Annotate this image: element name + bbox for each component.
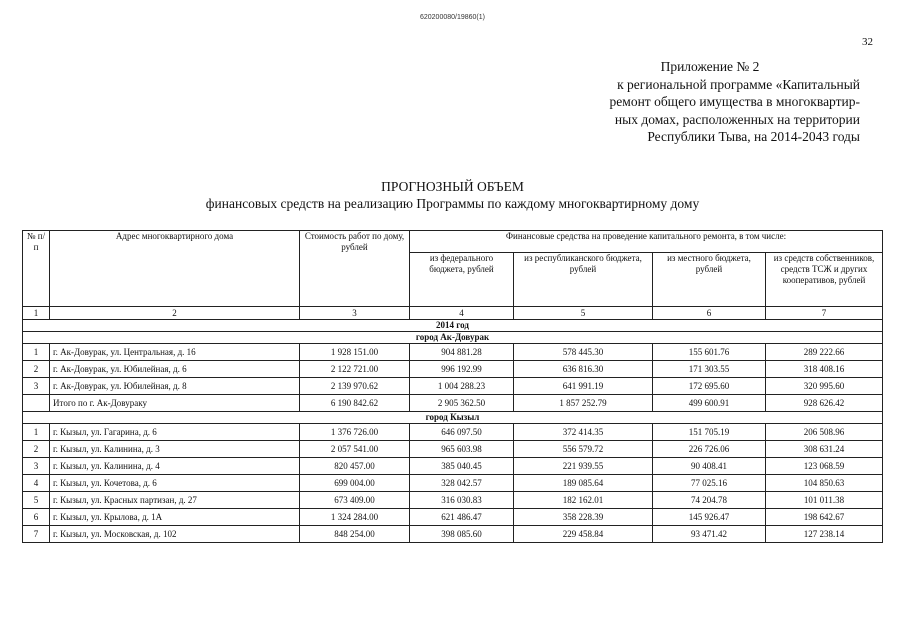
local-cell: 155 601.76 xyxy=(653,344,766,361)
republic-cell: 221 939.55 xyxy=(514,458,653,475)
owners-cell: 123 068.59 xyxy=(766,458,883,475)
document-stamp: 620200080/19860(1) xyxy=(419,14,485,21)
address-cell: г. Кызыл, ул. Гагарина, д. 6 xyxy=(50,424,300,441)
city-section-label: город Кызыл xyxy=(23,412,883,424)
republic-cell: 182 162.01 xyxy=(514,492,653,509)
funding-table xyxy=(22,230,883,543)
cost-cell: 2 122 721.00 xyxy=(300,361,410,378)
address-cell: г. Кызыл, ул. Кочетова, д. 6 xyxy=(50,475,300,492)
cost-cell: 699 004.00 xyxy=(300,475,410,492)
column-number: 7 xyxy=(766,307,883,320)
row-number: 7 xyxy=(23,526,50,543)
column-number: 5 xyxy=(514,307,653,320)
republic-cell: 372 414.35 xyxy=(514,424,653,441)
owners-cell: 206 508.96 xyxy=(766,424,883,441)
header-num: № п/п xyxy=(23,231,50,307)
address-cell: г. Ак-Довурак, ул. Юбилейная, д. 8 xyxy=(50,378,300,395)
column-number: 3 xyxy=(300,307,410,320)
row-number: 6 xyxy=(23,509,50,526)
federal-cell: 996 192.99 xyxy=(410,361,514,378)
row-number: 2 xyxy=(23,361,50,378)
table-row xyxy=(23,378,883,395)
row-number: 3 xyxy=(23,458,50,475)
city-section-row xyxy=(23,332,883,344)
address-cell: Итого по г. Ак-Довураку xyxy=(50,395,300,412)
cost-cell: 2 057 541.00 xyxy=(300,441,410,458)
column-number: 2 xyxy=(50,307,300,320)
appendix-line: Приложение № 2 xyxy=(660,59,760,74)
republic-cell: 1 857 252.79 xyxy=(514,395,653,412)
address-cell: г. Кызыл, ул. Московская, д. 102 xyxy=(50,526,300,543)
local-cell: 74 204.78 xyxy=(653,492,766,509)
owners-cell: 104 850.63 xyxy=(766,475,883,492)
appendix-line: Республики Тыва, на 2014-2043 годы xyxy=(647,129,860,144)
owners-cell: 289 222.66 xyxy=(766,344,883,361)
federal-cell: 385 040.45 xyxy=(410,458,514,475)
header-federal: из федерального бюджета, рублей xyxy=(410,253,514,307)
address-cell: г. Ак-Довурак, ул. Юбилейная, д. 6 xyxy=(50,361,300,378)
row-number: 1 xyxy=(23,424,50,441)
republic-cell: 229 458.84 xyxy=(514,526,653,543)
address-cell: г. Кызыл, ул. Красных партизан, д. 27 xyxy=(50,492,300,509)
owners-cell: 101 011.38 xyxy=(766,492,883,509)
local-cell: 93 471.42 xyxy=(653,526,766,543)
owners-cell: 127 238.14 xyxy=(766,526,883,543)
local-cell: 145 926.47 xyxy=(653,509,766,526)
appendix-line: к региональной программе «Капитальный xyxy=(617,76,860,92)
header-cost: Стоимость работ по дому, рублей xyxy=(300,231,410,307)
row-number: 4 xyxy=(23,475,50,492)
table-row xyxy=(23,458,883,475)
federal-cell: 1 004 288.23 xyxy=(410,378,514,395)
cost-cell: 6 190 842.62 xyxy=(300,395,410,412)
table-row xyxy=(23,361,883,378)
header-local: из местного бюджета, рублей xyxy=(653,253,766,307)
cost-cell: 1 928 151.00 xyxy=(300,344,410,361)
row-number: 3 xyxy=(23,378,50,395)
local-cell: 172 695.60 xyxy=(653,378,766,395)
local-cell: 151 705.19 xyxy=(653,424,766,441)
local-cell: 77 025.16 xyxy=(653,475,766,492)
year-label: 2014 год xyxy=(23,320,883,332)
local-cell: 171 303.55 xyxy=(653,361,766,378)
column-numbers-row xyxy=(23,307,883,320)
cost-cell: 848 254.00 xyxy=(300,526,410,543)
owners-cell: 198 642.67 xyxy=(766,509,883,526)
appendix-line: ных домах, расположенных на территории xyxy=(614,111,860,127)
header-address: Адрес многоквартирного дома xyxy=(50,231,300,307)
row-number: 5 xyxy=(23,492,50,509)
federal-cell: 328 042.57 xyxy=(410,475,514,492)
header-republic: из республиканского бюджета, рублей xyxy=(514,253,653,307)
republic-cell: 358 228.39 xyxy=(514,509,653,526)
cost-cell: 820 457.00 xyxy=(300,458,410,475)
address-cell: г. Кызыл, ул. Калинина, д. 4 xyxy=(50,458,300,475)
federal-cell: 316 030.83 xyxy=(410,492,514,509)
document-subtitle: финансовых средств на реализацию Программы по каждому многоквартирному дому xyxy=(205,196,700,211)
federal-cell: 2 905 362.50 xyxy=(410,395,514,412)
republic-cell: 556 579.72 xyxy=(514,441,653,458)
row-number xyxy=(23,395,50,412)
document-title: ПРОГНОЗНЫЙ ОБЪЕМ xyxy=(381,179,524,194)
cost-cell: 1 376 726.00 xyxy=(300,424,410,441)
appendix-header xyxy=(560,58,860,146)
column-number: 6 xyxy=(653,307,766,320)
address-cell: г. Ак-Довурак, ул. Центральная, д. 16 xyxy=(50,344,300,361)
owners-cell: 320 995.60 xyxy=(766,378,883,395)
table-row xyxy=(23,441,883,458)
table-row xyxy=(23,526,883,543)
table-total-row xyxy=(23,395,883,412)
row-number: 2 xyxy=(23,441,50,458)
owners-cell: 928 626.42 xyxy=(766,395,883,412)
header-funding: Финансовые средства на проведение капитального ремонта, в том числе: xyxy=(410,231,883,253)
federal-cell: 621 486.47 xyxy=(410,509,514,526)
local-cell: 90 408.41 xyxy=(653,458,766,475)
republic-cell: 578 445.30 xyxy=(514,344,653,361)
address-cell: г. Кызыл, ул. Крылова, д. 1А xyxy=(50,509,300,526)
page-number: 32 xyxy=(862,36,873,48)
header-owners: из средств собственников, средств ТСЖ и других кооперативов, рублей xyxy=(766,253,883,307)
table-header-row xyxy=(23,231,883,253)
appendix-line: ремонт общего имущества в многоквартир- xyxy=(609,94,860,109)
republic-cell: 189 085.64 xyxy=(514,475,653,492)
cost-cell: 1 324 284.00 xyxy=(300,509,410,526)
address-cell: г. Кызыл, ул. Калинина, д. 3 xyxy=(50,441,300,458)
table-row xyxy=(23,344,883,361)
local-cell: 499 600.91 xyxy=(653,395,766,412)
column-number: 4 xyxy=(410,307,514,320)
federal-cell: 965 603.98 xyxy=(410,441,514,458)
owners-cell: 318 408.16 xyxy=(766,361,883,378)
local-cell: 226 726.06 xyxy=(653,441,766,458)
federal-cell: 398 085.60 xyxy=(410,526,514,543)
federal-cell: 646 097.50 xyxy=(410,424,514,441)
row-number: 1 xyxy=(23,344,50,361)
city-section-row xyxy=(23,412,883,424)
city-section-label: город Ак-Довурак xyxy=(23,332,883,344)
table-row xyxy=(23,424,883,441)
cost-cell: 673 409.00 xyxy=(300,492,410,509)
republic-cell: 636 816.30 xyxy=(514,361,653,378)
column-number: 1 xyxy=(23,307,50,320)
table-row xyxy=(23,475,883,492)
owners-cell: 308 631.24 xyxy=(766,441,883,458)
table-row xyxy=(23,492,883,509)
year-row xyxy=(23,320,883,332)
republic-cell: 641 991.19 xyxy=(514,378,653,395)
cost-cell: 2 139 970.62 xyxy=(300,378,410,395)
federal-cell: 904 881.28 xyxy=(410,344,514,361)
table-row xyxy=(23,509,883,526)
